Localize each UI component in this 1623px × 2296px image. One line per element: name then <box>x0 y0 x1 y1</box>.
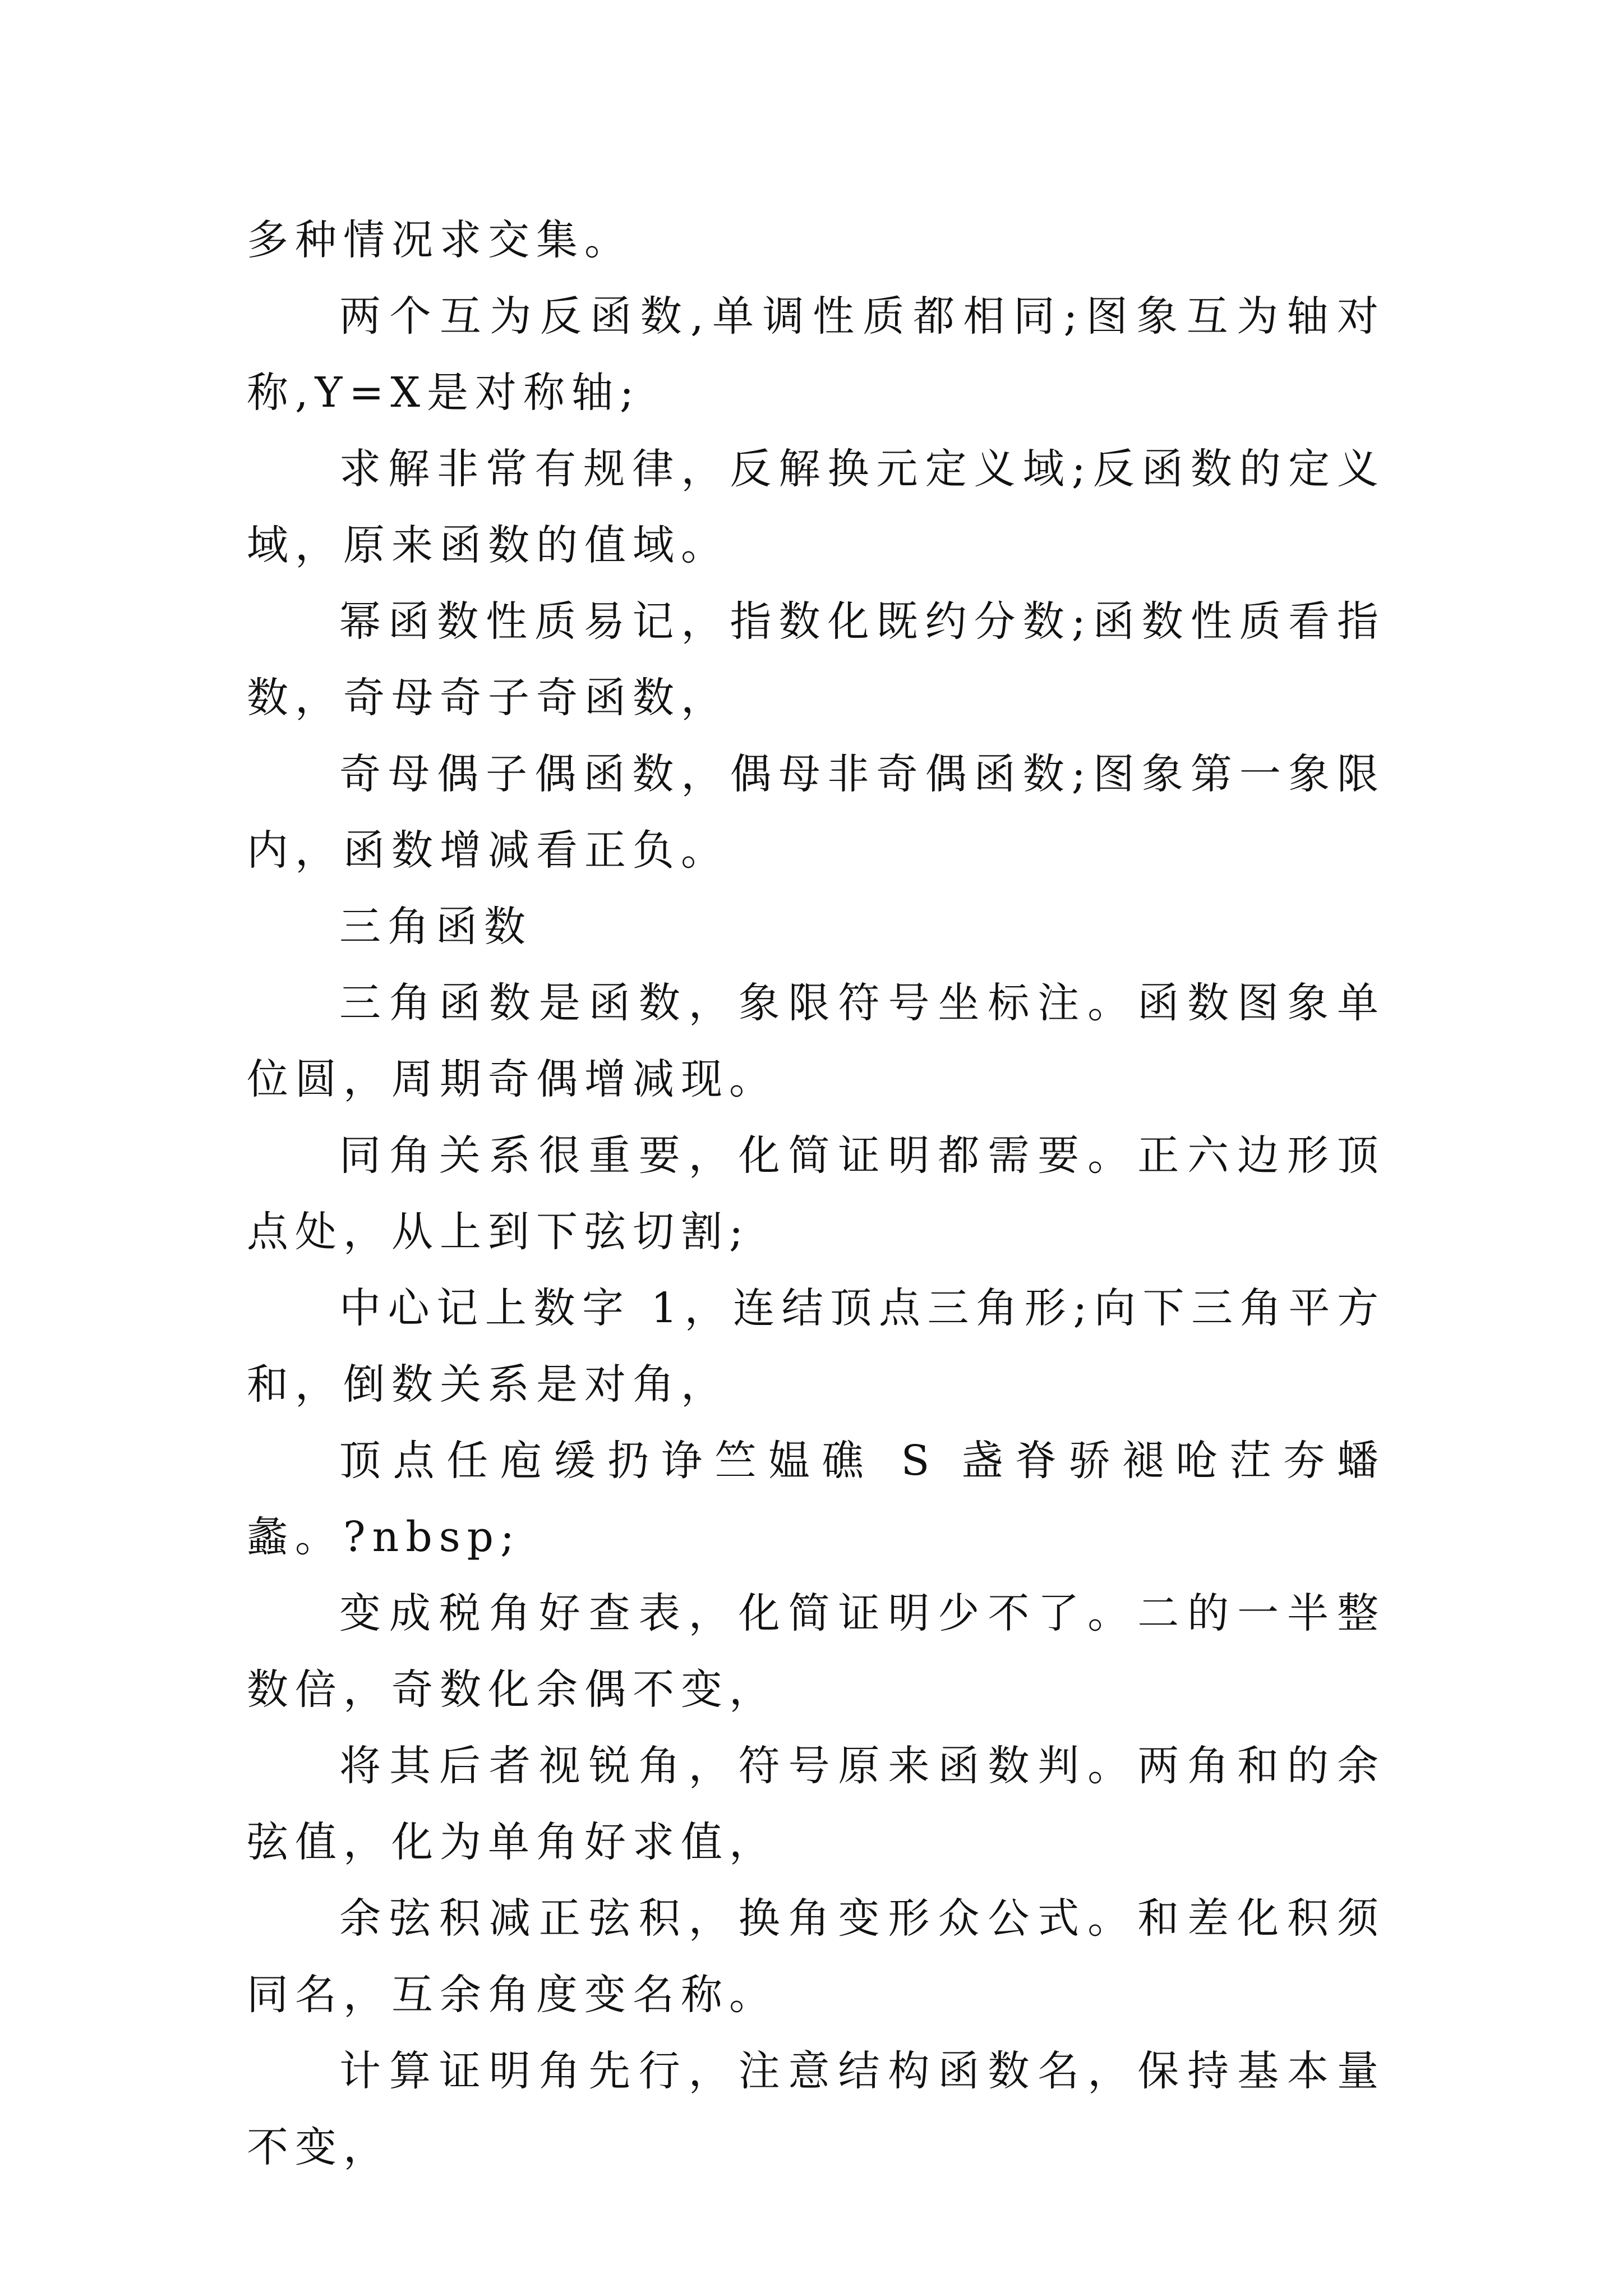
paragraph-10: 顶点任庖缓扔诤竺媪礁 S 盏脊骄褪呛茳夯蟠蠡。?nbsp; <box>247 1437 1385 1561</box>
paragraph-14: 计算证明角先行，注意结构函数名，保持基本量不变， <box>247 2047 1385 2171</box>
paragraph-13: 余弦积减正弦积，换角变形众公式。和差化积须同名，互余角度变名称。 <box>247 1894 1385 2019</box>
paragraph-2: 两个互为反函数,单调性质都相同;图象互为轴对称,Y=X是对称轴; <box>247 292 1385 417</box>
paragraph-1: 多种情况求交集。 <box>247 216 633 264</box>
document-body <box>247 202 1385 2185</box>
section-heading: 三角函数 <box>339 903 532 951</box>
paragraph-7: 三角函数是函数，象限符号坐标注。函数图象单位圆，周期奇偶增减现。 <box>247 979 1385 1103</box>
paragraph-4: 幂函数性质易记，指数化既约分数;函数性质看指数，奇母奇子奇函数， <box>247 597 1385 722</box>
paragraph-8: 同角关系很重要，化简证明都需要。正六边形顶点处，从上到下弦切割; <box>247 1131 1385 1256</box>
paragraph-9: 中心记上数字 1，连结顶点三角形;向下三角平方和，倒数关系是对角， <box>247 1284 1385 1409</box>
paragraph-3: 求解非常有规律，反解换元定义域;反函数的定义域，原来函数的值域。 <box>247 445 1385 569</box>
paragraph-5: 奇母偶子偶函数，偶母非奇偶函数;图象第一象限内，函数增减看正负。 <box>247 750 1385 875</box>
paragraph-12: 将其后者视锐角，符号原来函数判。两角和的余弦值，化为单角好求值， <box>247 1742 1385 1866</box>
paragraph-11: 变成税角好查表，化简证明少不了。二的一半整数倍，奇数化余偶不变， <box>247 1589 1385 1714</box>
